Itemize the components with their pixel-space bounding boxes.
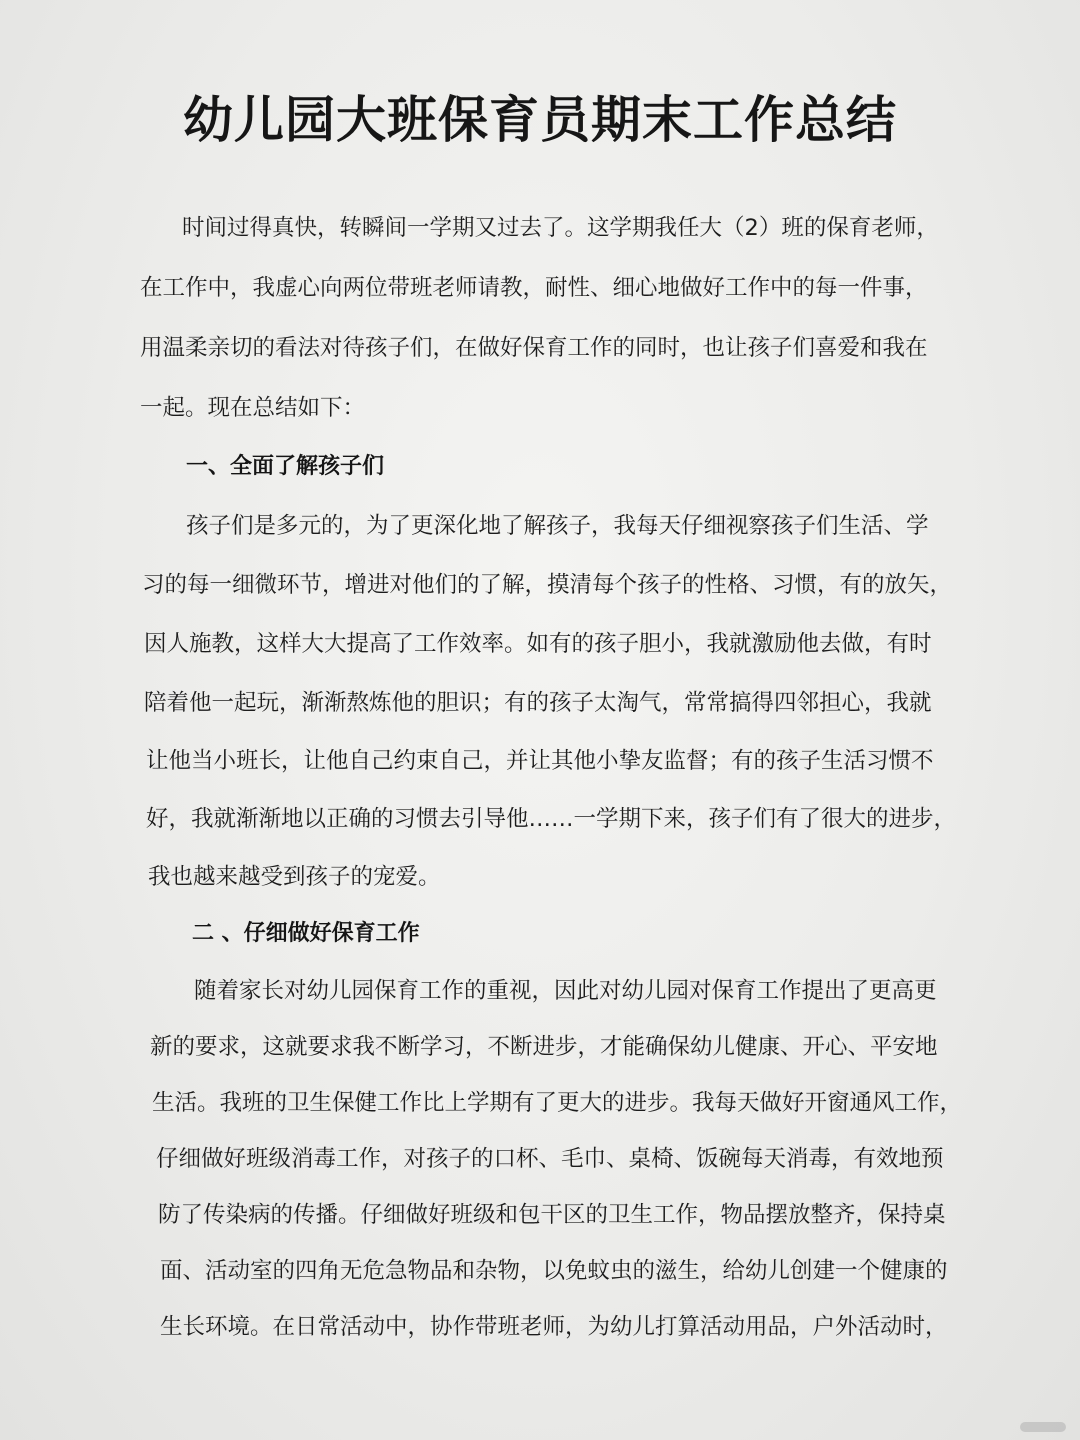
section1-line-5: 让他当小班长，让他自己约束自己，并让其他小挚友监督；有的孩子生活习惯不	[146, 748, 934, 774]
section2-line-1: 随着家长对幼儿园保育工作的重视，因此对幼儿园对保育工作提出了更高更	[194, 978, 937, 1004]
section-heading-1: 一、全面了解孩子们	[186, 454, 385, 479]
section1-line-7: 我也越来越受到孩子的宠爱。	[148, 864, 441, 890]
section2-line-4: 仔细做好班级消毒工作，对孩子的口杯、毛巾、桌椅、饭碗每天消毒，有效地预	[156, 1146, 944, 1172]
section2-line-7: 生长环境。在日常活动中，协作带班老师，为幼儿打算活动用品，户外活动时，	[160, 1314, 948, 1340]
intro-line-2: 在工作中，我虚心向两位带班老师请教，耐性、细心地做好工作中的每一件事，	[140, 275, 928, 301]
intro-line-1: 时间过得真快，转瞬间一学期又过去了。这学期我任大（2）班的保育老师，	[182, 215, 939, 241]
section-heading-2: 二 、仔细做好保育工作	[192, 921, 420, 946]
intro-line-4: 一起。现在总结如下：	[140, 395, 366, 421]
watermark-mark	[1020, 1422, 1066, 1432]
section2-line-3: 生活。我班的卫生保健工作比上学期有了更大的进步。我每天做好开窗通风工作，	[152, 1090, 963, 1116]
section1-line-4: 陪着他一起玩，渐渐熬炼他的胆识；有的孩子太淘气，常常搞得四邻担心，我就	[144, 690, 932, 716]
section2-line-2: 新的要求，这就要求我不断学习，不断进步，才能确保幼儿健康、开心、平安地	[150, 1034, 938, 1060]
intro-line-3: 用温柔亲切的看法对待孩子们，在做好保育工作的同时，也让孩子们喜爱和我在	[140, 335, 928, 361]
section2-line-5: 防了传染病的传播。仔细做好班级和包干区的卫生工作，物品摆放整齐，保持桌	[158, 1202, 946, 1228]
section1-line-1: 孩子们是多元的，为了更深化地了解孩子，我每天仔细视察孩子们生活、学	[186, 513, 929, 539]
section2-line-6: 面、活动室的四角无危急物品和杂物，以免蚊虫的滋生，给幼儿创建一个健康的	[160, 1258, 948, 1284]
page-title: 幼儿园大班保育员期末工作总结	[183, 91, 897, 149]
section1-line-2: 习的每一细微环节，增进对他们的了解，摸清每个孩子的性格、习惯，有的放矢，	[142, 572, 953, 598]
section1-line-3: 因人施教，这样大大提高了工作效率。如有的孩子胆小，我就激励他去做，有时	[144, 631, 932, 657]
section1-line-6: 好，我就渐渐地以正确的习惯去引导他……一学期下来，孩子们有了很大的进步，	[146, 806, 957, 832]
